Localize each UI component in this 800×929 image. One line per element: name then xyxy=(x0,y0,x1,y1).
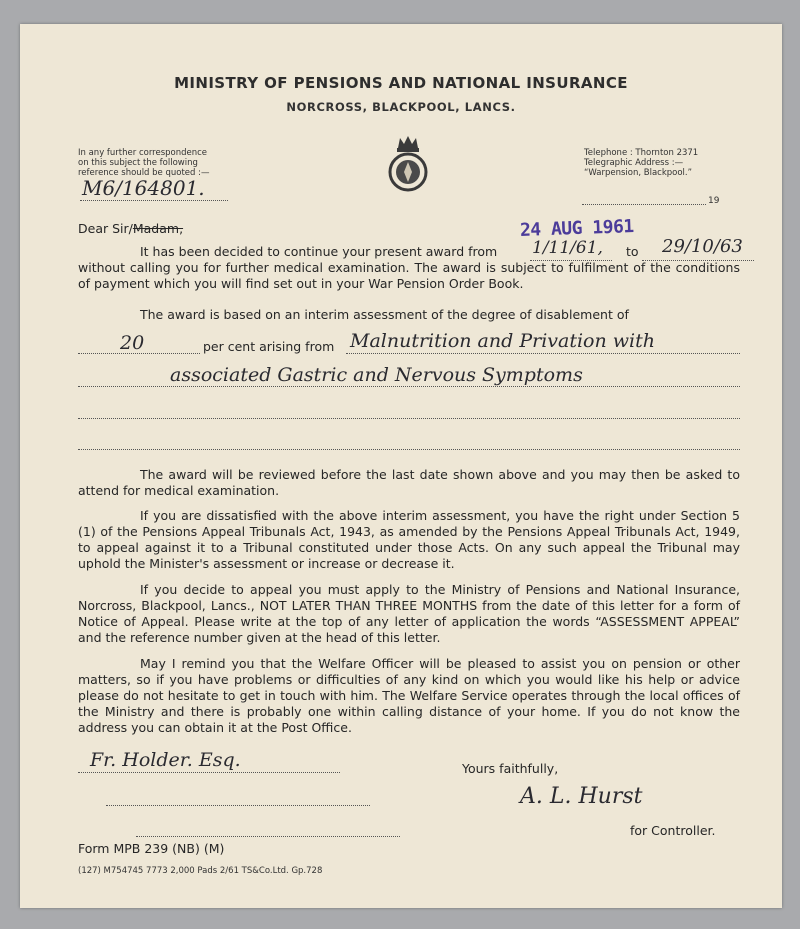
award-text: without calling you for further medical examination. The award is subject to fulfilment of the conditions of payment which you will find set out in your War Pension Order Book. xyxy=(78,260,740,291)
closing-yours: Yours faithfully, xyxy=(462,761,559,776)
award-intro: It has been decided to continue your present award from xyxy=(140,244,498,259)
department-address: NORCROSS, BLACKPOOL, LANCS. xyxy=(286,100,516,114)
form-number: Form MPB 239 (NB) (M) xyxy=(78,841,225,856)
assessment-percent-label: per cent arising from xyxy=(203,339,335,354)
print-code: (127) M754745 7773 2,000 Pads 2/61 TS&Co.Ltd. Gp.728 xyxy=(78,866,323,876)
review-paragraph: The award will be reviewed before the last date shown above and you may then be asked to attend for medical examination. xyxy=(78,467,740,498)
appeal-right-paragraph: If you are dissatisfied with the above interim assessment, you have the right under Section 5 (1) of the Pensions Appeal Tribunals Act, 1943, as amended by the Pensions Appeal Tribunals Act, 1949, to appeal against it to a Tribunal constituted under those Acts. On any such appeal the Tribunal may uphold the Minister's assessment or increase or decrease it. xyxy=(78,508,740,571)
welfare-paragraph: May I remind you that the Welfare Officer will be pleased to assist you on pension or other matters, so if you have problems or difficulties of any kind on which you would like his help or advice please do not hesitate to get in touch with him. The Welfare Service operates through the local offices of the Ministry and there is probably one within calling distance of your home. If you do not know the address you can obtain it at the Post Office. xyxy=(78,656,740,735)
date-stamp: 24 AUG 1961 xyxy=(519,216,635,241)
crest-icon xyxy=(386,134,430,198)
award-from-date: 1/11/61, xyxy=(532,238,603,258)
assessment-cause-line-1: Malnutrition and Privation with xyxy=(350,330,655,352)
award-to-label: to xyxy=(626,244,639,259)
contact-info: Telephone : Thornton 2371 Telegraphic Address :— “Warpension, Blackpool.” xyxy=(584,148,699,178)
for-controller: for Controller. xyxy=(630,823,716,838)
appeal-how-paragraph: If you decide to appeal you must apply to the Ministry of Pensions and National Insurance, Norcross, Blackpool, Lancs., NOT LATER THAN THREE MONTHS from the date of this letter for a form of Notice of Appeal. Please write at the top of any letter of application the words “ASSESSMENT APPEAL” and the reference number given at the head of this letter. xyxy=(78,582,740,645)
reference-number: M6/164801. xyxy=(82,176,205,200)
signature: A. L. Hurst xyxy=(520,784,643,809)
recipient-name: Fr. Holder. Esq. xyxy=(90,749,241,771)
assessment-cause-line-2: associated Gastric and Nervous Symptoms xyxy=(170,364,583,386)
salutation: Dear Sir/Madam, xyxy=(78,221,184,236)
assessment-intro: The award is based on an interim assessment of the degree of disablement of xyxy=(140,307,629,322)
letter-page xyxy=(20,24,782,908)
date-year: 19 xyxy=(708,196,720,206)
reference-note: In any further correspondence on this subject the following reference should be quoted :— xyxy=(78,148,210,178)
department-heading: MINISTRY OF PENSIONS AND NATIONAL INSURANCE xyxy=(174,74,628,92)
award-to-date: 29/10/63 xyxy=(662,236,743,257)
assessment-percent: 20 xyxy=(120,332,145,354)
